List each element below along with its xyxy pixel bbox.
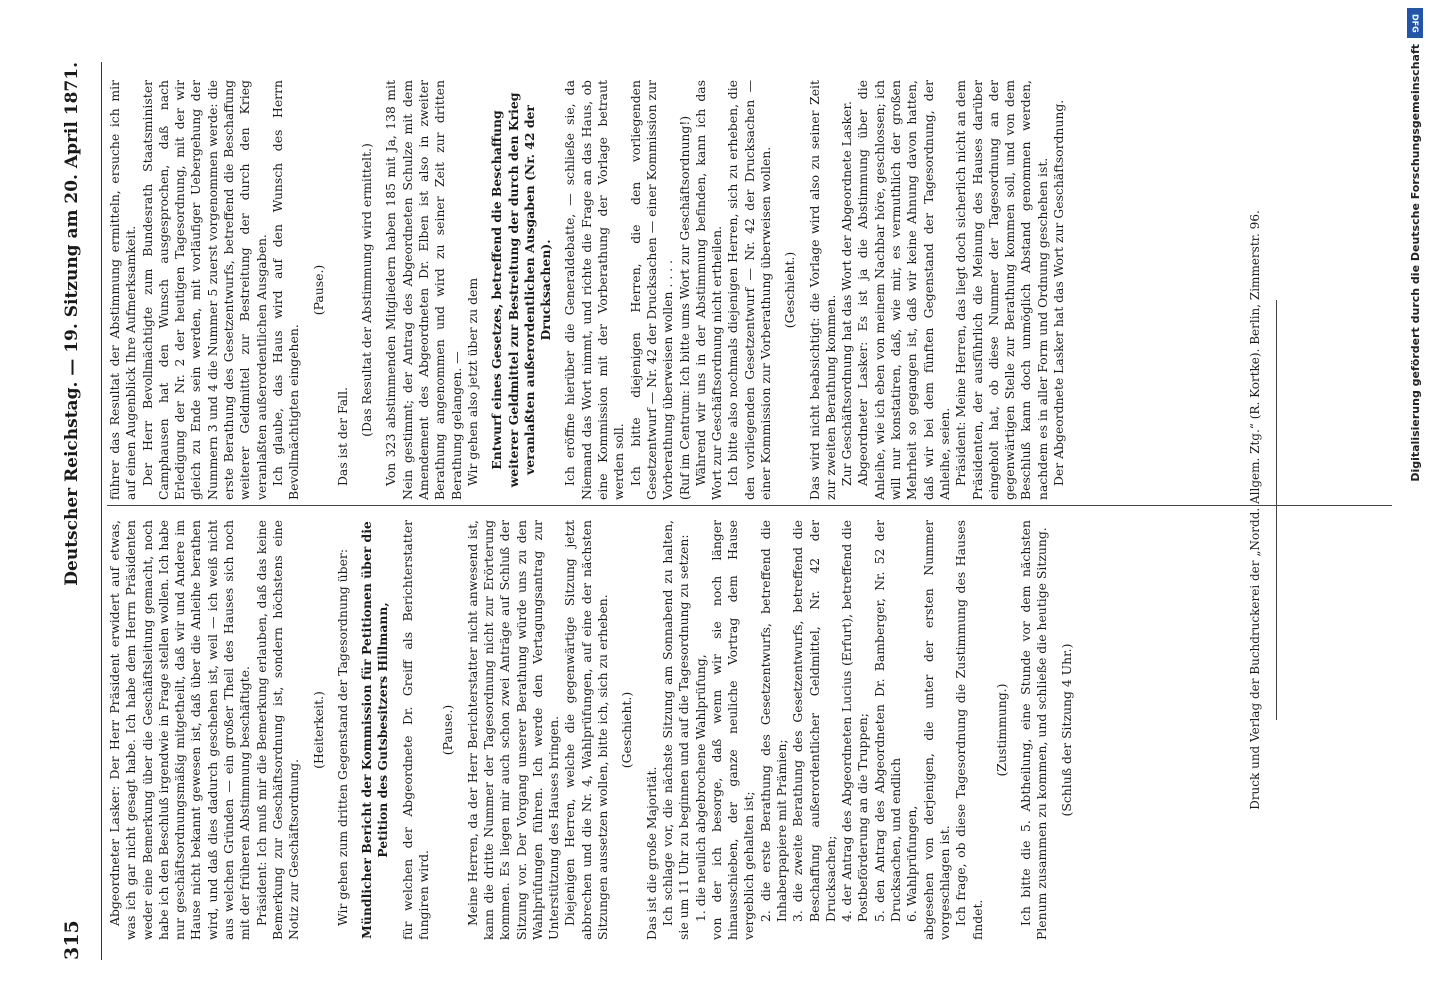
right-paragraph: abgesehen von derjenigen, die unter der ersten Nummer vorgeschlagen ist. [920, 520, 952, 940]
right-paragraph: Wir gehen zum dritten Gegenstand der Tagesordnung über: [334, 548, 350, 926]
right-stage-direction: (Geschieht.) [619, 691, 635, 769]
left-stage-direction: (Geschieht.) [782, 251, 798, 329]
left-paragraph: Der Abgeordnete Lasker hat das Wort zur Geschäftsordnung. [1051, 99, 1067, 486]
right-section-heading: Mündlicher Bericht der Kommission für Petitionen über die Petition des Gutsbesitzers Hillmann, [359, 521, 391, 939]
right-paragraph: Ich schlage vor, die nächste Sitzung am Sonnabend zu halten, sie um 11 Uhr zu beginnen und auf die Tagesordnung zu setzen: [659, 520, 692, 940]
left-section-heading: Entwurf eines Gesetzes, betreffend die Beschaffung weiterer Geldmittel zur Bestreitung der durch den Krieg veranlaßten außerordentlichen Ausgaben (Nr. 42 der Drucksachen). [489, 92, 554, 488]
left-paragraph: Ich bitte diejenigen Herren, die den vorliegenden Gesetzentwurf — Nr. 42 der Drucksachen — einer Kommission zur Vorberathung überweisen wollen . . . . [627, 80, 676, 500]
left-paragraph: Während wir uns in der Abstimmung befinden, kann ich das Wort zur Geschäftsordnung nicht ertheilen. [692, 80, 725, 500]
left-paragraph: Das ist der Fall. [334, 387, 350, 486]
right-paragraph: von der ich besorge, daß wenn wir sie noch länger hinausschieben, der ganze neuliche Vortrag dem Hause vergeblich gehalten ist; [708, 520, 757, 940]
left-paragraph: Ich glaube, das Haus wird auf den Wunsch des Herrn Bevollmächtigten eingehen. [269, 80, 302, 500]
right-paragraph: Meine Herren, da der Herr Berichterstatter nicht anwesend ist, kann die dritte Nummer der Tagesordnung nicht zur Erörterung kommen. Es liegen mir auch schon zwei Anträge auf Schluß der Sitzung vor. Der Vorgang unserer Berathung würde uns zu den Wahlprüfungen führen. Ich werde den Vertagungsantrag zur Unterstützung des Hauses bringen. [464, 520, 562, 940]
right-paragraph: Abgeordneter Lasker: Der Herr Präsident erwidert auf etwas, was ich gar nicht gesagt habe. Ich habe dem Herrn Präsidenten weder eine Bemerkung über die Geschäftsleitung gemacht, noch habe ich den Beschluß irgendwie in Frage stellen wollen. Ich habe nur geschäftsordnungsmäßig mitgetheilt, daß wir und Andere im Hause nicht bekannt gewesen ist, daß über die Anleihe berathen wird, und daß dies dadurch geschehen ist, weil — ich weiß nicht aus welchen Gründen — ein großer Theil des Hauses sich noch mit der früheren Abstimmung beschäftigte. [107, 520, 253, 940]
right-stage-direction: (Schluß der Sitzung 4 Uhr.) [1058, 643, 1074, 817]
right-agenda-item: 4. der Antrag des Abgeordneten Lucius (Erfurt), betreffend die Postbeförderung an die Truppen; [839, 520, 871, 922]
right-column [107, 520, 1392, 940]
left-paragraph: Von 323 abstimmenden Mitgliedern haben 185 mit Ja, 138 mit Nein gestimmt; der Antrag des Abgeordneten Schulze mit dem Amendement des Abgeordneten Dr. Elben ist also in zweiter Berathung angenommen und wird zu seiner Zeit zur dritten Berathung gelangen. — [383, 80, 464, 500]
left-paragraph: führer das Resultat der Abstimmung ermitteln, ersuche ich mir auf einen Augenblick Ihre Aufmerksamkeit. [107, 80, 139, 500]
right-agenda-item: 5. den Antrag des Abgeordneten Dr. Bamberger, Nr. 52 der Drucksachen, und endlich [871, 520, 904, 922]
left-paragraph: Ich bitte also nochmals diejenigen Herren, sich zu erheben, die den vorliegenden Gesetzentwurf — Nr. 42 der Drucksachen — einer Kommission zur Vorberathung überweisen wollen. [725, 80, 773, 500]
right-stage-direction: (Pause.) [440, 704, 456, 756]
digitization-note: Digitalisierung gefördert durch die Deutsche Forschungsgemeinschaft [1408, 44, 1422, 482]
right-paragraph: für welchen der Abgeordnete Dr. Greiff als Berichterstatter fungiren wird. [399, 520, 432, 940]
right-agenda-item: 1. die neulich abgebrochene Wahlprüfung, [692, 654, 708, 922]
left-paragraph: Zur Geschäftsordnung hat das Wort der Abgeordnete Lasker. [839, 101, 855, 486]
left-paragraph: Wir gehen also jetzt über zu dem [464, 277, 480, 486]
right-paragraph: Ich frage, ob diese Tagesordnung die Zustimmung des Hauses findet. [953, 520, 985, 940]
right-paragraph: Das ist die große Majorität. [643, 766, 659, 940]
left-stage-direction: (Pause.) [310, 264, 326, 316]
column-divider [107, 505, 1392, 506]
left-paragraph: Präsident: Meine Herren, das liegt doch sicherlich nicht an dem Präsidenten, der ausführlich die Meinung des Hauses darüber eingeholt hat, ob diese Nummer der Tagesordnung an der gegenwärtigen Stelle zur Berathung kommen soll, und von dem Beschluß kann doch unmöglich Abstand genommen werden, nachdem es in aller Form und Ordnung geschehen ist. [953, 80, 1050, 500]
page-header [54, 62, 90, 960]
right-agenda-item: 3. die zweite Berathung des Gesetzentwurfs, betreffend die Beschaffung außerordentlicher Geldmittel, Nr. 42 der Drucksachen; [790, 520, 838, 922]
digitization-banner [1404, 8, 1426, 998]
left-paragraph: (Ruf im Centrum: Ich bitte ums Wort zur Geschäftsordnung!) [676, 115, 692, 500]
header-rule [101, 62, 102, 960]
right-agenda-item: 2. die erste Berathung des Gesetzentwurfs, betreffend die Inhaberpapiere mit Prämien; [757, 520, 789, 922]
imprint-rule [1276, 300, 1277, 720]
left-paragraph: Das wird nicht beabsichtigt: die Vorlage wird also zu seiner Zeit zur zweiten Berathung kommen. [806, 80, 838, 500]
right-paragraph: Diejenigen Herren, welche die gegenwärtige Sitzung jetzt abbrechen und die Nr. 4, Wahlprüfungen, auf eine der nächsten Sitzungen aussetzen wollen, bitte ich, sich zu erheben. [562, 520, 611, 940]
left-paragraph: Der Herr Bevollmächtigte zum Bundesrath Staatsminister Camphausen hat den Wunsch ausgesprochen, daß nach Erledigung der Nr. 2 der heutigen Tagesordnung, mit der wir gleich zu Ende sein werden, mit vorläufiger Uebergehung der Nummern 3 und 4 die Nummer 5 zuerst vorgenommen werde: die erste Berathung des Gesetzentwurfs, betreffend die Beschaffung weiterer Geldmittel zur Bestreitung der durch den Krieg veranlaßten außerordentlichen Ausgaben. [139, 80, 269, 500]
left-paragraph: Abgeordneter Lasker: Es ist ja die Abstimmung über die Anleihe, wie ich eben von meinem Nachbar höre, geschlossen; ich will nur konstatiren, daß, wie mir, es vermuthlich der großen Mehrheit so gegangen ist, daß wir keine Ahnung davon hatten, daß wir bei dem fünften Gegenstand der Tagesordnung, der Anleihe, seien. [855, 80, 952, 500]
page-number: 315 [61, 920, 83, 960]
dfg-logo: DFG [1407, 8, 1423, 38]
right-paragraph: Präsident: Ich muß mir die Bemerkung erlauben, daß das keine Bemerkung zur Geschäftsordnung ist, sondern höchstens eine Notiz zur Geschäftsordnung. [253, 520, 302, 940]
imprint: Druck und Verlag der Buchdruckerei der „Nordd. Allgem. Ztg.“ (R. Kortke). Berlin, Zimmerstr. 96. [1248, 210, 1262, 810]
running-head: Deutscher Reichstag. — 19. Sitzung am 20. April 1871. [62, 62, 82, 586]
right-paragraph: Ich bitte die 5. Abtheilung, eine Stunde vor dem nächsten Plenum zusammen zu kommen, und schließe die heutige Sitzung. [1018, 520, 1050, 940]
left-column [107, 80, 1392, 500]
right-agenda-item: 6. Wahlprüfungen, [904, 805, 920, 922]
right-stage-direction: (Zustimmung.) [993, 683, 1009, 777]
left-paragraph: Ich eröffne hierüber die Generaldebatte, — schließe sie, da Niemand das Wort nimmt, und richte die Frage an das Haus, ob eine Kommission mit der Vorberathung der Vorlage betraut werden soll. [562, 80, 627, 500]
left-stage-direction: (Das Resultat der Abstimmung wird ermittelt.) [359, 143, 375, 437]
right-stage-direction: (Heiterkeit.) [310, 691, 326, 769]
